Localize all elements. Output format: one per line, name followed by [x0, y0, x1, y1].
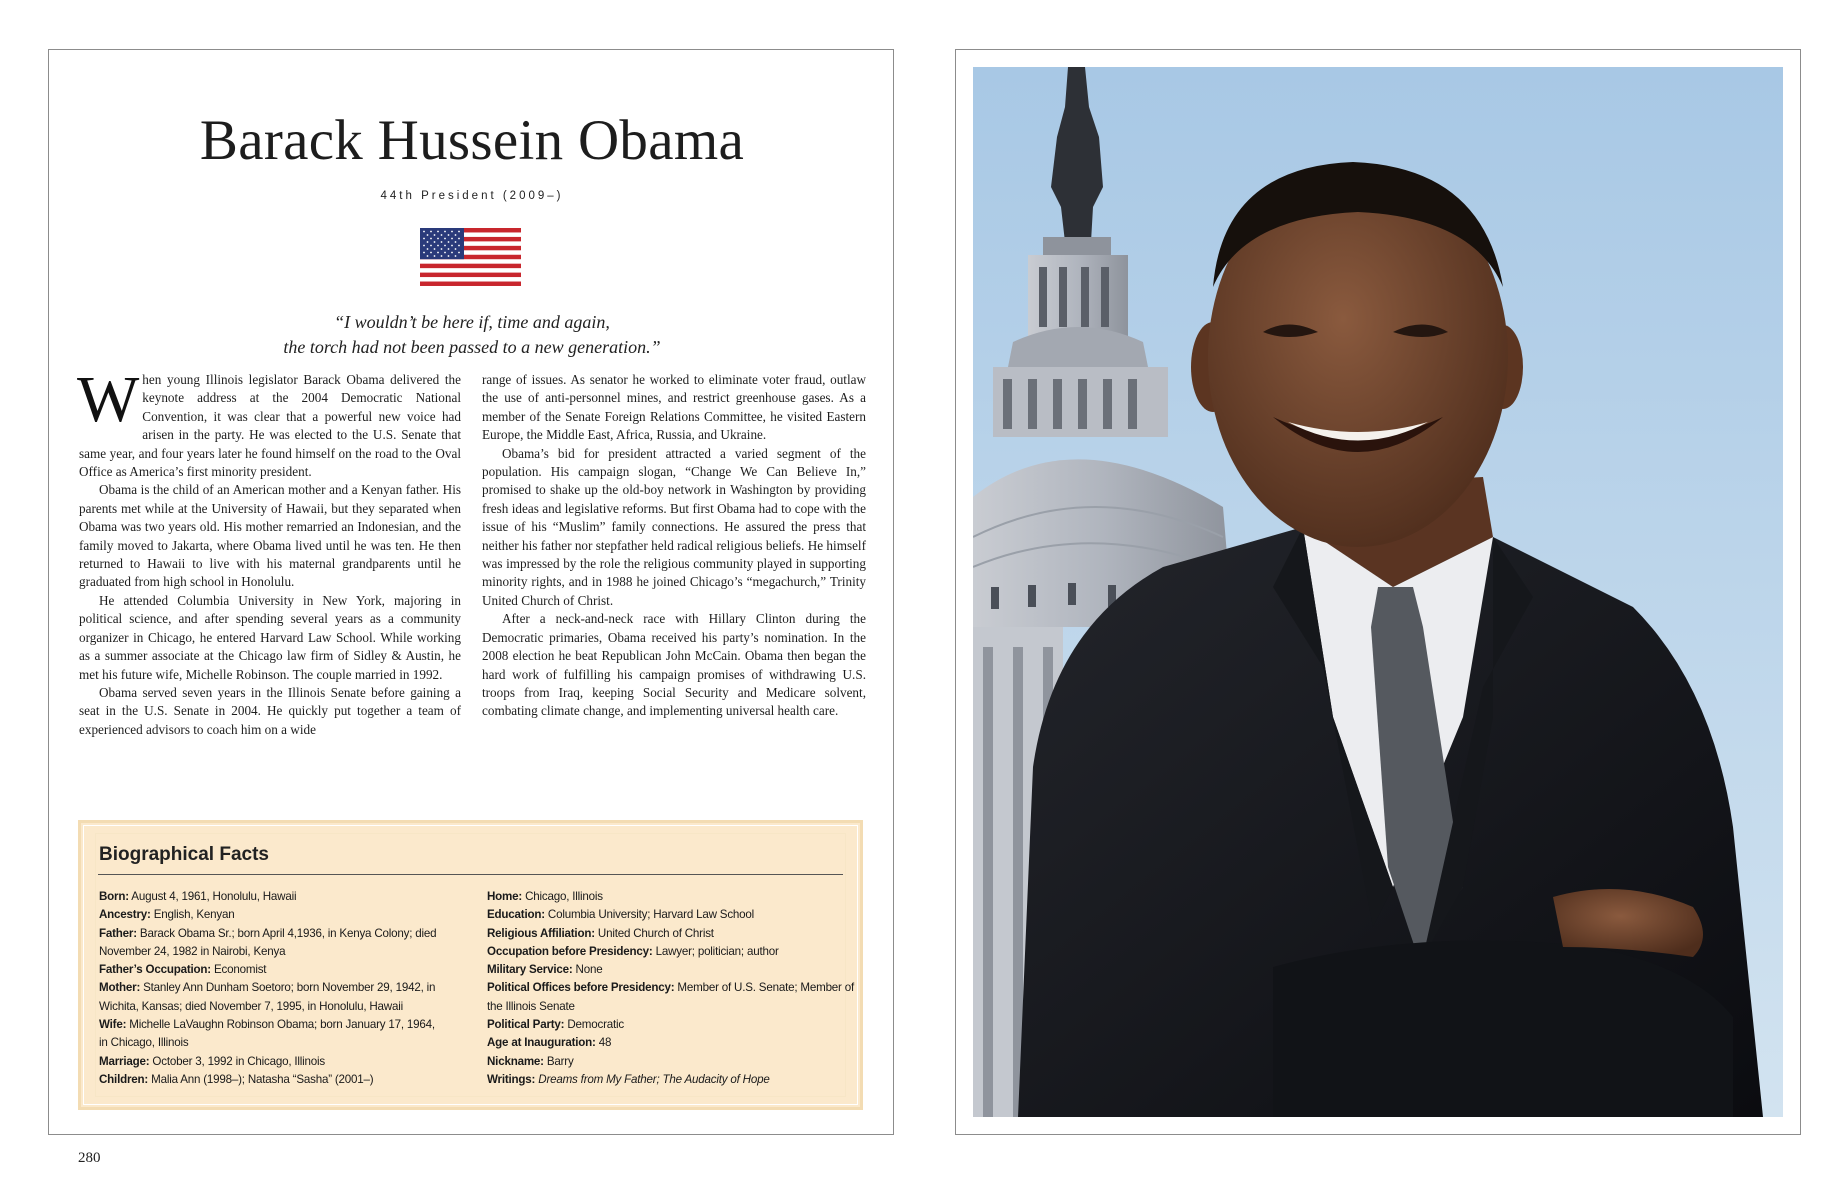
bio-paragraph: After a neck-and-neck race with Hillary Clinton during the Democratic primaries, Obama received his party’s nomination. In the 2008 election he beat Republican John McCain. Obama then began the hard work of fulfilling his campaign promises of withdrawing U.S. troops from Iraq, keeping Social Security and Medicare solvent, combating climate change, and implementing universal health care.: [482, 611, 866, 719]
bio-paragraph: Obama’s bid for president attracted a varied segment of the population. His campaign slogan, “Change We Can Believe In,” promised to shake up the old-boy network in Washington by providing fresh ideas and legislative reforms. But first Obama had to cope with the issue of his “Muslim” family connections. He assured the press that neither his father nor stepfather held radical religious beliefs. He himself was impressed by the role the religious community played in supporting minority rights, and in 1988 he joined Chicago’s “megachurch,” Trinity United Church of Christ.: [482, 445, 866, 608]
fact-value: Chicago, Illinois: [522, 890, 603, 903]
fact-item: [487, 1016, 857, 1034]
page-subtitle: 44th President (2009–): [380, 190, 564, 202]
fact-label: Age at Inauguration:: [487, 1036, 596, 1050]
fact-label: Nickname:: [487, 1054, 544, 1068]
page-title: Barack Hussein Obama: [199, 109, 745, 172]
portrait-photo: [973, 67, 1783, 1117]
drop-cap: W: [77, 363, 140, 436]
pull-quote: [49, 310, 895, 360]
fact-label: Father’s Occupation:: [99, 963, 211, 977]
fact-item: [487, 888, 857, 906]
fact-value: Malia Ann (1998–); Natasha “Sasha” (2001–): [148, 1072, 374, 1086]
fact-item: [487, 1071, 857, 1089]
fact-item: [487, 925, 857, 943]
fact-value-italic: Dreams from My Father; The Audacity of Hope: [538, 1072, 770, 1086]
fact-item: [487, 906, 857, 924]
capitol-portrait-image: [973, 67, 1783, 1117]
fact-value: Lawyer; politician; author: [652, 944, 779, 958]
facts-divider: [98, 874, 843, 875]
fact-item: [99, 888, 439, 906]
bio-paragraph: range of issues. As senator he worked to eliminate voter fraud, outlaw the use of anti-personnel mines, and restrict greenhouse gases. As a member of the Senate Foreign Relations Committee, he visited Eastern Europe, the Middle East, Africa, Russia, and Ukraine.: [482, 372, 866, 443]
bio-paragraph: When young Illinois legislator Barack Obama delivered the keynote address at the 2004 Democratic National Convention, it was clear that a powerful new voice had arisen in the party. He was elected to the U.S. Senate that same year, and four years later he found himself on the road to the Oval Office as America’s first minority president.: [77, 363, 461, 480]
fact-item: [99, 1016, 439, 1053]
biographical-facts-box: [78, 820, 863, 1110]
fact-label: Children:: [99, 1072, 149, 1086]
quote-line-2: the torch had not been passed to a new generation.”: [283, 337, 661, 357]
facts-column-right: [487, 888, 857, 1089]
fact-label: Writings:: [487, 1072, 536, 1086]
fact-label: Wife:: [99, 1018, 127, 1032]
facts-title: Biographical Facts: [99, 844, 269, 865]
fact-item: [99, 961, 439, 979]
bio-paragraph: He attended Columbia University in New York, majoring in political science, and after spending several years as a community organizer in Chicago, he entered Harvard Law School. While working as a summer associate at the Chicago law firm of Sidley & Austin, he met his future wife, Michelle Robinson. The couple married in 1992.: [79, 592, 461, 682]
fact-value: Economist: [210, 963, 267, 977]
fact-value: Democratic: [564, 1018, 624, 1032]
fact-value: United Church of Christ: [594, 926, 714, 940]
fact-value: Barack Obama Sr.; born April 4,1936, in Kenya Colony; died November 24, 1982 in Nairobi, Kenya: [99, 926, 437, 958]
right-page: [955, 49, 1801, 1135]
fact-value: 48: [595, 1036, 612, 1050]
fact-label: Occupation before Presidency:: [487, 944, 653, 958]
fact-item: [99, 925, 439, 962]
fact-value: Stanley Ann Dunham Soetoro; born November 29, 1942, in Wichita, Kansas; died November 7, 1995, in Honolulu, Hawaii: [99, 981, 436, 1013]
fact-label: Political Party:: [487, 1018, 565, 1032]
bio-paragraph: Obama served seven years in the Illinois Senate before gaining a seat in the U.S. Senate in 2004. He quickly put together a team of experienced advisors to coach him on a wide: [79, 684, 461, 737]
fact-item: [99, 1053, 439, 1071]
facts-column-left: [99, 888, 439, 1089]
fact-label: Marriage:: [99, 1054, 150, 1068]
fact-value: August 4, 1961, Honolulu, Hawaii: [128, 890, 297, 903]
fact-item: [487, 1053, 857, 1071]
left-page: [48, 49, 894, 1135]
fact-label: Military Service:: [487, 963, 573, 977]
fact-label: Education:: [487, 908, 545, 922]
bio-paragraph: Obama is the child of an American mother and a Kenyan father. His parents met while at the University of Hawaii, but they separated when Obama was two years old. His mother remarried an Indonesian, and the family moved to Jakarta, where Obama lived until he was ten. He then returned to Hawaii to live with his maternal grandparents until he graduated from high school in Honolulu.: [79, 482, 461, 590]
page-number: 280: [78, 1150, 101, 1166]
us-flag-icon: [420, 228, 521, 286]
biography-column-2: [482, 371, 866, 721]
fact-value: Columbia University; Harvard Law School: [544, 908, 755, 922]
fact-value: None: [572, 963, 603, 977]
fact-item: [99, 979, 439, 1016]
fact-label: Religious Affiliation:: [487, 926, 595, 940]
fact-value: Member of U.S. Senate; Member of the Illinois Senate: [487, 981, 855, 1013]
fact-value: English, Kenyan: [150, 908, 235, 922]
fact-label: Ancestry:: [99, 908, 151, 922]
fact-label: Father:: [99, 926, 137, 940]
fact-item: [487, 979, 857, 1016]
fact-value: October 3, 1992 in Chicago, Illinois: [149, 1054, 326, 1068]
fact-item: [99, 1071, 439, 1089]
fact-item: [487, 1034, 857, 1052]
fact-label: Born:: [99, 890, 129, 903]
fact-item: [99, 906, 439, 924]
fact-label: Mother:: [99, 981, 141, 995]
quote-line-1: “I wouldn’t be here if, time and again,: [334, 312, 610, 332]
fact-item: [487, 943, 857, 961]
biography-column-1: [77, 363, 461, 739]
fact-item: [487, 961, 857, 979]
fact-label: Political Offices before Presidency:: [487, 981, 675, 995]
fact-value: Barry: [543, 1054, 574, 1068]
fact-label: Home:: [487, 890, 523, 903]
fact-value: Michelle LaVaughn Robinson Obama; born January 17, 1964, in Chicago, Illinois: [99, 1018, 435, 1050]
